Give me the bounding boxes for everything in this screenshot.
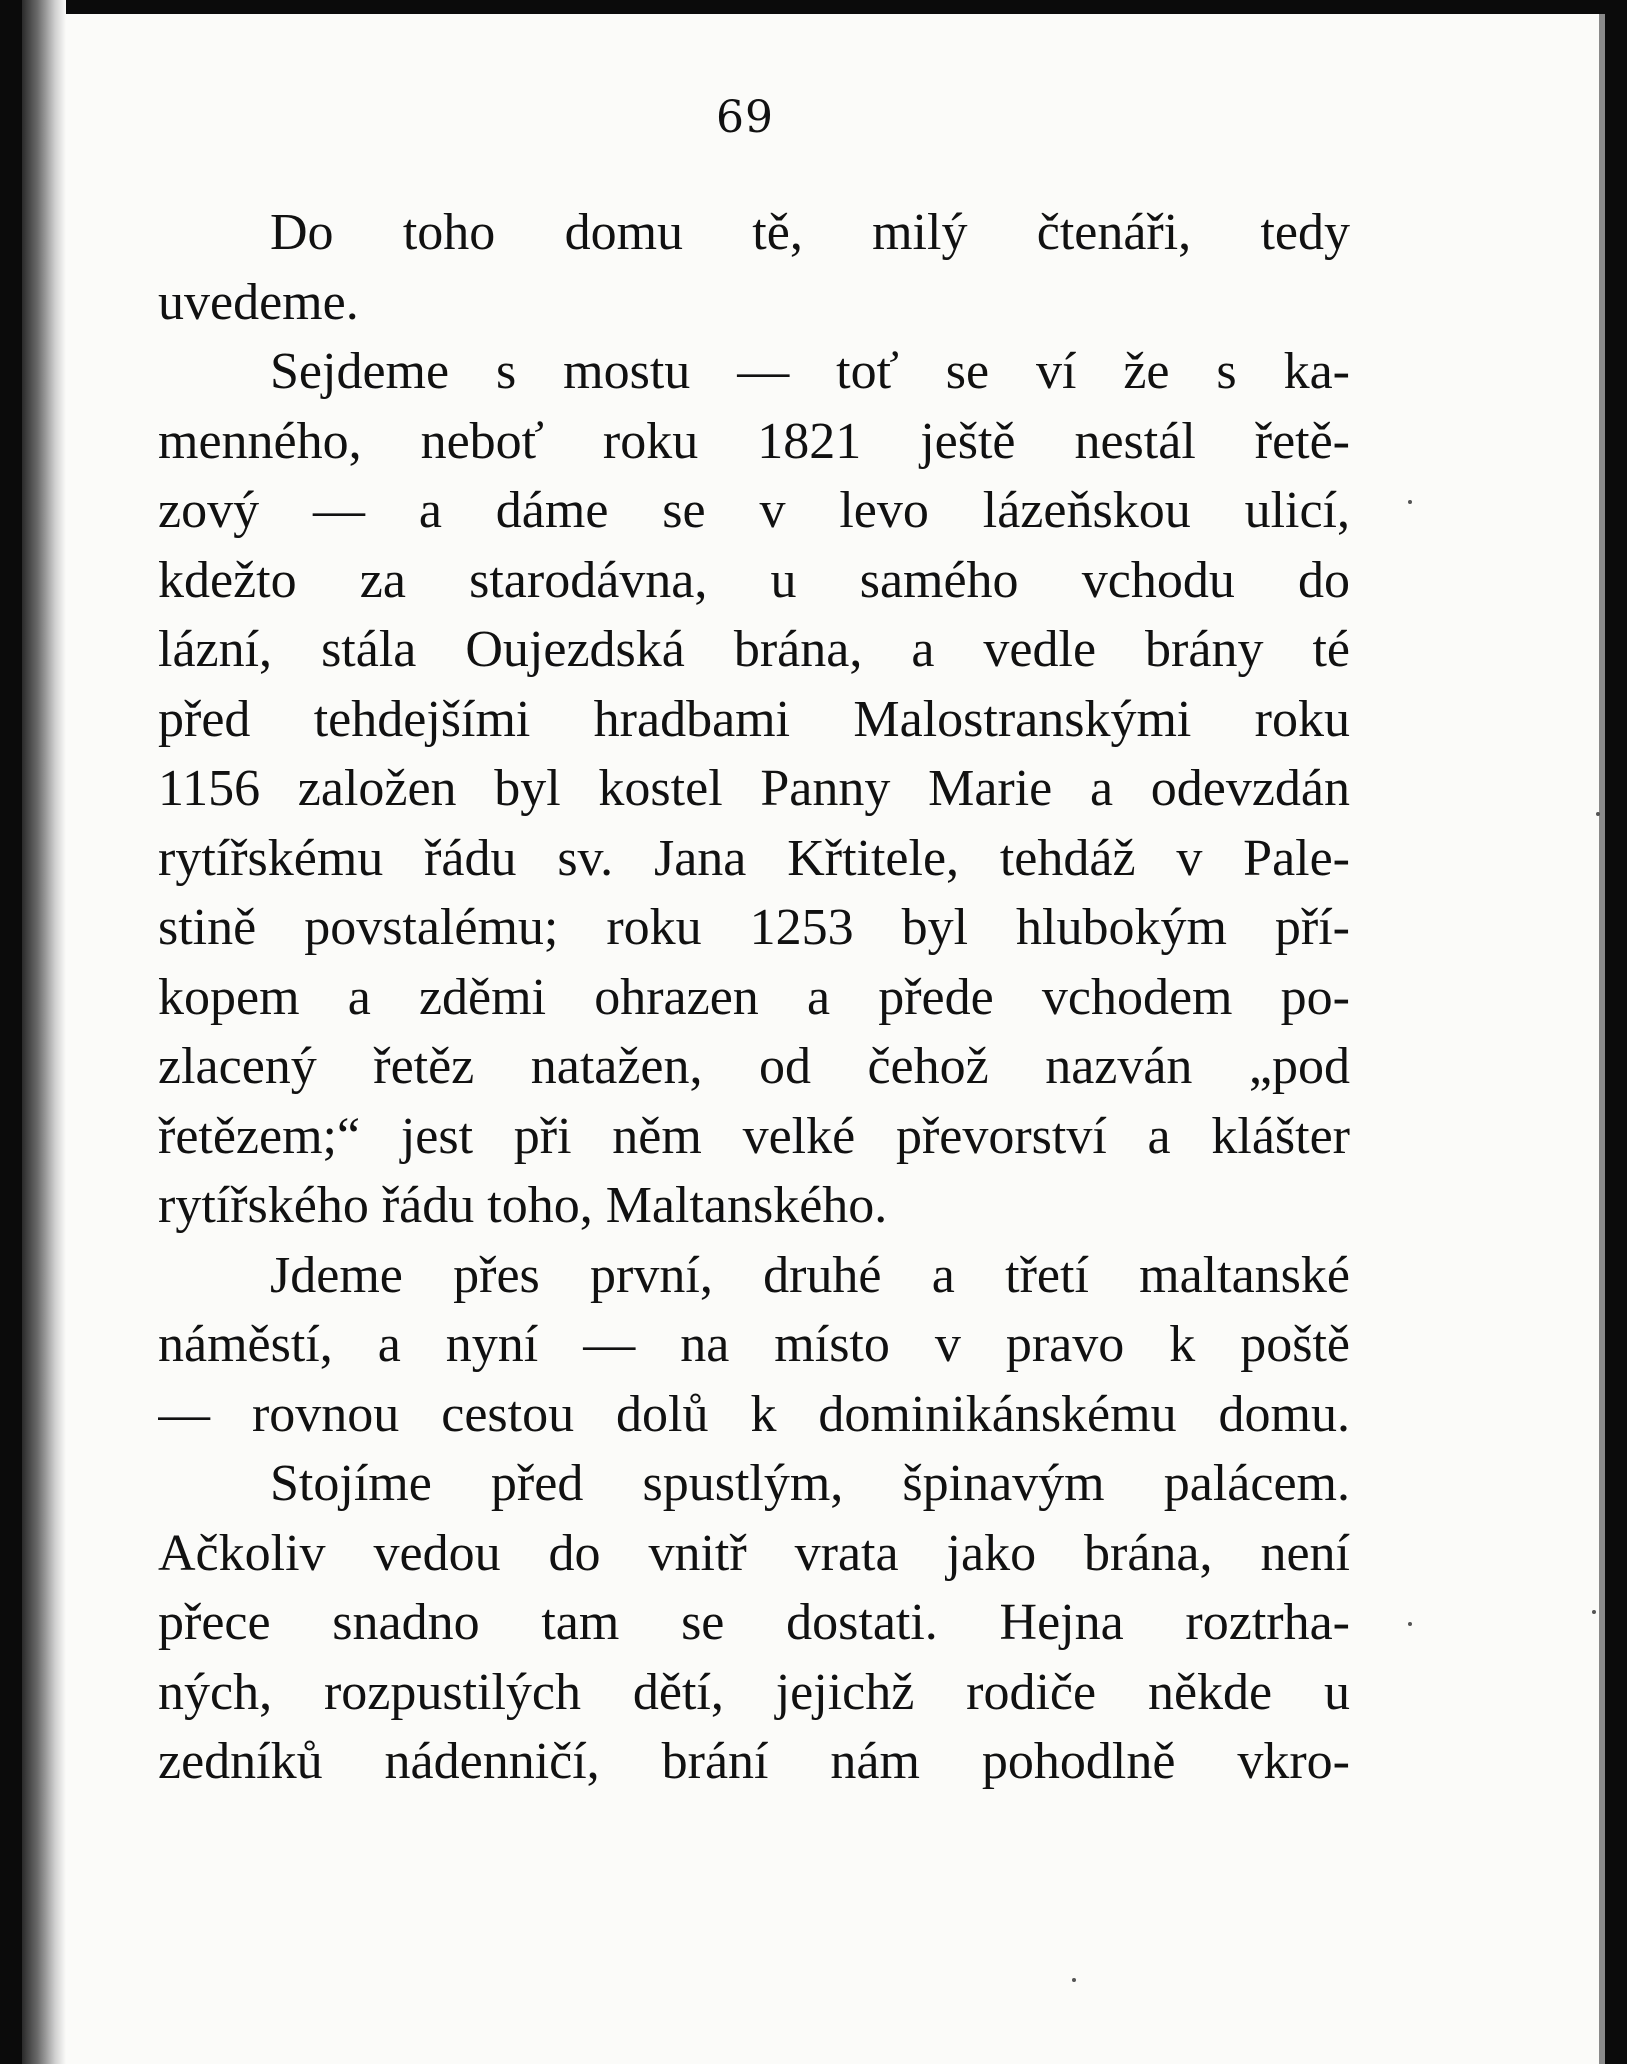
text-line: kdežto za starodávna, u samého vchodu do	[158, 551, 1350, 609]
scan-speck	[1408, 500, 1412, 504]
page-edge-right	[1599, 14, 1605, 2064]
text-line: Jdeme přes první, druhé a třetí maltanské	[270, 1246, 1350, 1304]
text-line: kopem a zděmi ohrazen a přede vchodem po-	[158, 968, 1350, 1026]
text-line: lázní, stála Oujezdská brána, a vedle brány té	[158, 621, 1350, 678]
scan-border-right	[1605, 0, 1627, 2064]
scan-speck	[1072, 1978, 1076, 1982]
page-number: 69	[716, 92, 774, 143]
text-line: rytířskému řádu sv. Jana Křtitele, tehdáž v Pale-	[158, 829, 1350, 887]
text-line: — rovnou cestou dolů k dominikánskému domu.	[158, 1385, 1350, 1443]
text-line: před tehdejšími hradbami Malostranskými roku	[158, 690, 1350, 748]
text-line: Stojíme před spustlým, špinavým palácem.	[270, 1455, 1350, 1512]
text-line: Sejdeme s mostu — toť se ví že s ka-	[270, 343, 1350, 400]
scan-speck	[1408, 1622, 1412, 1626]
text-line: uvedeme.	[158, 273, 359, 331]
text-line: náměstí, a nyní — na místo v pravo k poště	[158, 1316, 1350, 1373]
book-spine-shadow	[22, 0, 66, 2064]
scan-speck	[1596, 812, 1600, 816]
text-line: zedníků nádenničí, brání nám pohodlně vkro-	[158, 1733, 1350, 1790]
text-line: Do toho domu tě, milý čtenáři, tedy	[270, 204, 1350, 261]
text-line: rytířského řádu toho, Maltanského.	[158, 1177, 888, 1234]
text-line: stině povstalému; roku 1253 byl hlubokým pří-	[158, 899, 1350, 956]
body-text	[158, 198, 1350, 1797]
text-line: Ačkoliv vedou do vnitř vrata jako brána, není	[158, 1524, 1350, 1582]
text-line: řetězem;“ jest při něm velké převorství a klášter	[158, 1107, 1350, 1165]
text-line: ných, rozpustilých dětí, jejichž rodiče někde u	[158, 1663, 1350, 1721]
text-line: zový — a dáme se v levo lázeňskou ulicí,	[158, 482, 1350, 539]
text-line: zlacený řetěz natažen, od čehož nazván „pod	[158, 1038, 1350, 1095]
text-line: menného, neboť roku 1821 ještě nestál řetě-	[158, 412, 1350, 470]
scan-border-top	[0, 0, 1627, 14]
scan-border-left	[0, 0, 22, 2064]
text-line: 1156 založen byl kostel Panny Marie a odevzdán	[158, 760, 1350, 817]
scan-speck	[1592, 1610, 1596, 1614]
text-line: přece snadno tam se dostati. Hejna roztrha-	[158, 1594, 1350, 1651]
